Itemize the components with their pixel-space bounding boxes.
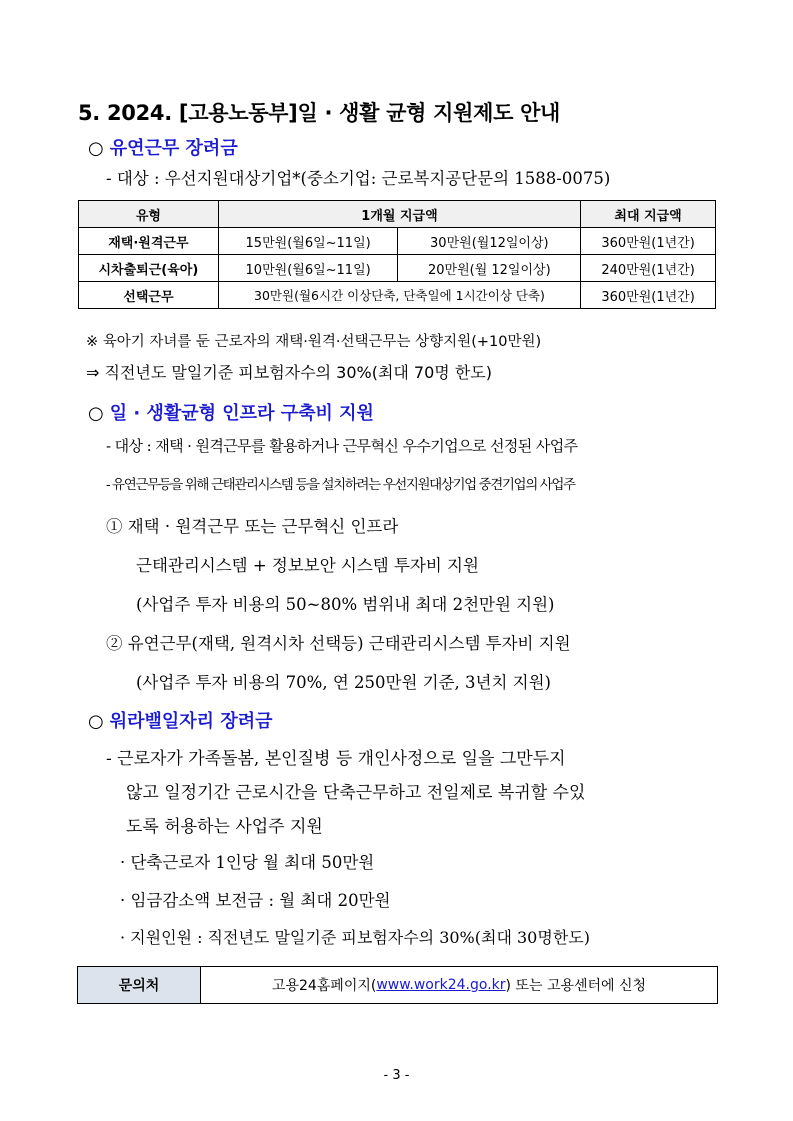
- page-number: - 3 -: [383, 1068, 410, 1083]
- contact-text-pre: 고용24홈페이지(: [271, 978, 377, 994]
- header-type: 유형: [79, 201, 219, 228]
- target-text: - 대상 : 우선지원대상기업*(중소기업: 근로복지공단문의 1588-0075): [106, 169, 611, 188]
- cell-monthly-b: 30만원(월12일이상): [398, 228, 581, 255]
- table-row: [79, 228, 716, 255]
- target-text: - 대상 : 재택 · 원격근무를 활용하거나 근무혁신 우수기업으로 선정된 사업주: [106, 437, 578, 455]
- contact-link[interactable]: www.work24.go.kr: [376, 977, 506, 993]
- cell-type: 선택근무: [79, 282, 219, 309]
- cell-monthly-a: 15만원(월6일~11일): [218, 228, 398, 255]
- note-limit: ⇒ 직전년도 말일기준 피보험자수의 30%(최대 70명 한도): [86, 363, 492, 382]
- item-2-ratio: (사업주 투자 비용의 70%, 연 250만원 기준, 3년치 지원): [136, 673, 551, 692]
- desc-line-2: 않고 일정기간 근로시간을 단축근무하고 전일제로 복귀할 수있: [126, 783, 586, 803]
- header-monthly: 1개월 지급액: [218, 201, 580, 228]
- cell-max: 360만원(1년간): [581, 228, 716, 255]
- cell-type: 재택·원격근무: [79, 228, 219, 255]
- desc-line-1: - 근로자가 가족돌봄, 본인질병 등 개인사정으로 일을 그만두지: [106, 749, 566, 769]
- bullet-wage-compensation: · 임금감소액 보전금 : 월 최대 20만원: [120, 891, 391, 910]
- circle-bullet: ○: [88, 711, 104, 732]
- page-title: 5. 2024. [고용노동부]일 · 생활 균형 지원제도 안내: [78, 101, 561, 125]
- item-1: ① 재택 · 원격근무 또는 근무혁신 인프라: [106, 517, 399, 536]
- item-2: ② 유연근무(재택, 원격시차 선택등) 근태관리시스템 투자비 지원: [106, 634, 571, 653]
- desc-line-3: 도록 허용하는 사업주 지원: [126, 817, 323, 837]
- subsidy-table: [78, 200, 716, 309]
- circle-bullet: ○: [88, 138, 104, 159]
- section-heading-text: 유연근무 장려금: [109, 138, 238, 159]
- bullet-support-headcount: · 지원인원 : 직전년도 말일기준 피보험자수의 30%(최대 30명한도): [120, 928, 590, 947]
- target-text-2: - 유연근무등을 위해 근태관리시스템 등을 설치하려는 우선지원대상기업 중견기업의 사업주: [106, 477, 575, 493]
- section-heading-flex-work: [88, 134, 238, 160]
- cell-type: 시차출퇴근(육아): [79, 255, 219, 282]
- table-row: [79, 282, 716, 309]
- header-max: 최대 지급액: [581, 201, 716, 228]
- bullet-per-worker: · 단축근로자 1인당 월 최대 50만원: [120, 853, 375, 872]
- cell-monthly-merged: 30만원(월6시간 이상단축, 단축일에 1시간이상 단축): [218, 282, 580, 309]
- cell-monthly-a: 10만원(월6일~11일): [218, 255, 398, 282]
- cell-monthly-b: 20만원(월 12일이상): [398, 255, 581, 282]
- contact-text-post: ) 또는 고용센터에 신청: [505, 978, 647, 994]
- note-upward-support: ※ 육아기 자녀를 둔 근로자의 재택·원격·선택근무는 상향지원(+10만원): [86, 334, 542, 350]
- circle-bullet: ○: [88, 403, 104, 424]
- section-heading-infra: [88, 399, 374, 425]
- cell-max: 360만원(1년간): [581, 282, 716, 309]
- item-1-detail: 근태관리시스템 + 정보보안 시스템 투자비 지원: [136, 556, 479, 575]
- contact-value: [201, 967, 717, 1003]
- section-heading-worklife: [88, 707, 272, 733]
- section-heading-text: 워라밸일자리 장려금: [109, 711, 273, 732]
- contact-box: [77, 966, 718, 1004]
- table-header-row: [79, 201, 716, 228]
- contact-label: 문의처: [78, 967, 201, 1003]
- item-1-ratio: (사업주 투자 비용의 50~80% 범위내 최대 2천만원 지원): [136, 595, 555, 614]
- section-heading-text: 일 · 생활균형 인프라 구축비 지원: [109, 403, 374, 424]
- cell-max: 240만원(1년간): [581, 255, 716, 282]
- table-row: [79, 255, 716, 282]
